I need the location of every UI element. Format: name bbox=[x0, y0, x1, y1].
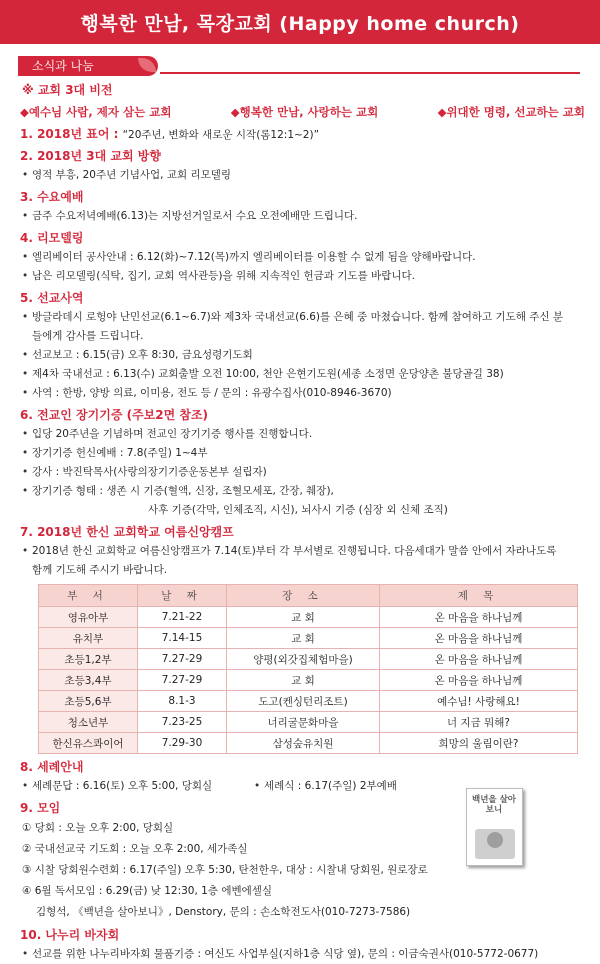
list-item-continued: 사후 기증(각막, 인체조직, 시신), 뇌사시 기증 (심장 외 신체 조직) bbox=[148, 504, 448, 516]
list-item: • 사역 : 한방, 양방 의료, 이미용, 전도 등 / 문의 : 유광수집사(010-8946-3670) bbox=[20, 384, 585, 403]
motto: “20주년, 변화와 새로운 시작(롬12:1~2)” bbox=[122, 129, 320, 141]
book-title: 백년을 살아보니 bbox=[471, 795, 516, 815]
cell-date: 8.1-3 bbox=[138, 691, 227, 712]
cell-theme: 온 마음을 하나님께 bbox=[380, 670, 578, 691]
cell-theme: 온 마음을 하나님께 bbox=[380, 628, 578, 649]
cell-place: 너리굴문화마을 bbox=[227, 712, 380, 733]
cell-dept: 유치부 bbox=[39, 628, 138, 649]
section-tab bbox=[18, 56, 158, 76]
banner-title: 행복한 만남, 목장교회 (Happy home church) bbox=[80, 12, 520, 35]
cell-theme: 너 지금 뭐해? bbox=[380, 712, 578, 733]
column-header: 제 목 bbox=[380, 585, 578, 607]
list-item: • 세례문답 : 6.16(토) 오후 5:00, 당회실 bbox=[20, 777, 252, 796]
cell-theme: 예수님! 사랑해요! bbox=[380, 691, 578, 712]
meeting-item-continued: 김형석, 《백년을 살아보니》, Denstory, 문의 : 손소학전도사(010-7273-7586) bbox=[36, 906, 411, 918]
divider bbox=[160, 72, 580, 74]
list-item-continued: 함께 기도해 주시기 바랍니다. bbox=[32, 564, 168, 576]
section-4-title: 4. 리모델링 bbox=[20, 231, 84, 245]
cell-date: 7.27-29 bbox=[138, 649, 227, 670]
cell-dept: 한신유스콰이어 bbox=[39, 733, 138, 754]
table-row bbox=[39, 691, 578, 712]
table-row bbox=[39, 607, 578, 628]
cell-date: 7.29-30 bbox=[138, 733, 227, 754]
cell-place: 교 회 bbox=[227, 628, 380, 649]
cell-theme: 온 마음을 하나님께 bbox=[380, 607, 578, 628]
cell-theme: 온 마음을 하나님께 bbox=[380, 649, 578, 670]
meeting-item: ③ 시찰 당회원수련회 : 6.17(주일) 오후 5:30, 탄천한우, 대상 : 시찰내 당회원, 원로장로 bbox=[22, 864, 428, 876]
vision-list bbox=[20, 102, 585, 122]
cell-date: 7.14-15 bbox=[138, 628, 227, 649]
list-item: • 장기기증 형태 : 생존 시 기증(혈액, 신장, 조혈모세포, 간장, 췌장), bbox=[20, 482, 585, 501]
meeting-item: ② 국내선교국 기도회 : 오늘 오후 2:00, 세가족실 bbox=[22, 843, 248, 855]
table-row bbox=[39, 670, 578, 691]
table-row bbox=[39, 649, 578, 670]
meeting-item: ④ 6월 독서모임 : 6.29(금) 낮 12:30, 1층 에벤에셀실 bbox=[22, 885, 273, 897]
cell-date: 7.27-29 bbox=[138, 670, 227, 691]
page-banner bbox=[0, 0, 600, 44]
cell-dept: 초등5,6부 bbox=[39, 691, 138, 712]
column-header: 장 소 bbox=[227, 585, 380, 607]
cell-date: 7.21-22 bbox=[138, 607, 227, 628]
list-item: • 남은 리모델링(식탁, 집기, 교회 역사관등)을 위해 지속적인 헌금과 기도를 바랍니다. bbox=[20, 267, 585, 286]
list-item: • 선교보고 : 6.15(금) 오후 8:30, 금요성령기도회 bbox=[20, 346, 585, 365]
table-row bbox=[39, 733, 578, 754]
section-1-title: 1. 2018년 표어 : bbox=[20, 127, 119, 141]
cell-place: 양평(외갓집체험마을) bbox=[227, 649, 380, 670]
meeting-item: ① 당회 : 오늘 오후 2:00, 당회실 bbox=[22, 822, 174, 834]
section-9-title: 9. 모임 bbox=[20, 801, 61, 815]
cell-theme: 희망의 울림이란? bbox=[380, 733, 578, 754]
book-portrait bbox=[475, 829, 515, 859]
section-6-title: 6. 전교인 장기기증 (주보2면 참조) bbox=[20, 408, 209, 422]
section-header bbox=[0, 56, 600, 76]
list-item: • 세례식 : 6.17(주일) 2부예배 bbox=[252, 777, 484, 796]
list-item: • 입당 20주년을 기념하며 전교인 장기기증 행사를 진행합니다. bbox=[20, 425, 585, 444]
list-item: • 제4차 국내선교 : 6.13(수) 교회출발 오전 10:00, 천안 은현기도원(세종 소정면 운당양촌 불당골길 38) bbox=[20, 365, 585, 384]
table-row bbox=[39, 628, 578, 649]
table-row bbox=[39, 712, 578, 733]
vision-item: ◆행복한 만남, 사랑하는 교회 bbox=[230, 105, 379, 119]
list-item: • 강사 : 박진탁목사(사랑의장기기증운동본부 설립자) bbox=[20, 463, 585, 482]
section-8-title: 8. 세례안내 bbox=[20, 760, 84, 774]
section-1 bbox=[20, 125, 585, 144]
table-header-row bbox=[39, 585, 578, 607]
list-item: • 2018년 한신 교회학교 여름신앙캠프가 7.14(토)부터 각 부서별로 진행됩니다. 다음세대가 말씀 안에서 자라나도록 bbox=[20, 542, 585, 561]
cell-date: 7.23-25 bbox=[138, 712, 227, 733]
column-header: 날 짜 bbox=[138, 585, 227, 607]
list-item: • 엘리베이터 공사안내 : 6.12(화)~7.12(목)까지 엘리베이터를 이용할 수 없게 됨을 양해바랍니다. bbox=[20, 248, 585, 267]
section-7-title: 7. 2018년 한신 교회학교 여름신앙캠프 bbox=[20, 525, 234, 539]
cell-place: 교 회 bbox=[227, 670, 380, 691]
cell-dept: 초등1,2부 bbox=[39, 649, 138, 670]
section-3-title: 3. 수요예배 bbox=[20, 190, 84, 204]
cell-place: 삼성숲유치원 bbox=[227, 733, 380, 754]
list-item: • 선교를 위한 나누리바자회 물품기증 : 여신도 사업부실(지하1층 식당 옆), 문의 : 이금숙권사(010-5772-0677) bbox=[20, 945, 585, 964]
vision-title: ※ 교회 3대 비전 bbox=[22, 83, 113, 97]
camp-schedule-table bbox=[38, 584, 578, 754]
list-item-continued: 들에게 감사를 드립니다. bbox=[32, 330, 144, 342]
section-tab-label: 소식과 나눔 bbox=[32, 59, 94, 73]
vision-item: ◆예수님 사람, 제자 삼는 교회 bbox=[20, 105, 172, 119]
cell-dept: 영유아부 bbox=[39, 607, 138, 628]
list-item: • 장기기증 헌신예배 : 7.8(주일) 1~4부 bbox=[20, 444, 585, 463]
vision-item: ◆위대한 명령, 선교하는 교회 bbox=[437, 105, 585, 119]
section-5-title: 5. 선교사역 bbox=[20, 291, 84, 305]
list-item: • 방글라데시 로헝야 난민선교(6.1~6.7)와 제3차 국내선교(6.6)를 은혜 중 마쳤습니다. 함께 참여하고 기도해 주신 분 bbox=[20, 308, 585, 327]
cell-place: 도고(켄싱턴리조트) bbox=[227, 691, 380, 712]
cell-dept: 초등3,4부 bbox=[39, 670, 138, 691]
cell-dept: 청소년부 bbox=[39, 712, 138, 733]
section-10-title: 10. 나누리 바자회 bbox=[20, 928, 120, 942]
list-item: • 영적 부흥, 20주년 기념사업, 교회 리모델링 bbox=[20, 166, 585, 185]
section-2-title: 2. 2018년 3대 교회 방향 bbox=[20, 149, 161, 163]
book-cover-image bbox=[466, 788, 523, 866]
list-item: • 금주 수요저녁예배(6.13)는 지방선거일로서 수요 오전예배만 드립니다. bbox=[20, 207, 585, 226]
cell-place: 교 회 bbox=[227, 607, 380, 628]
column-header: 부 서 bbox=[39, 585, 138, 607]
